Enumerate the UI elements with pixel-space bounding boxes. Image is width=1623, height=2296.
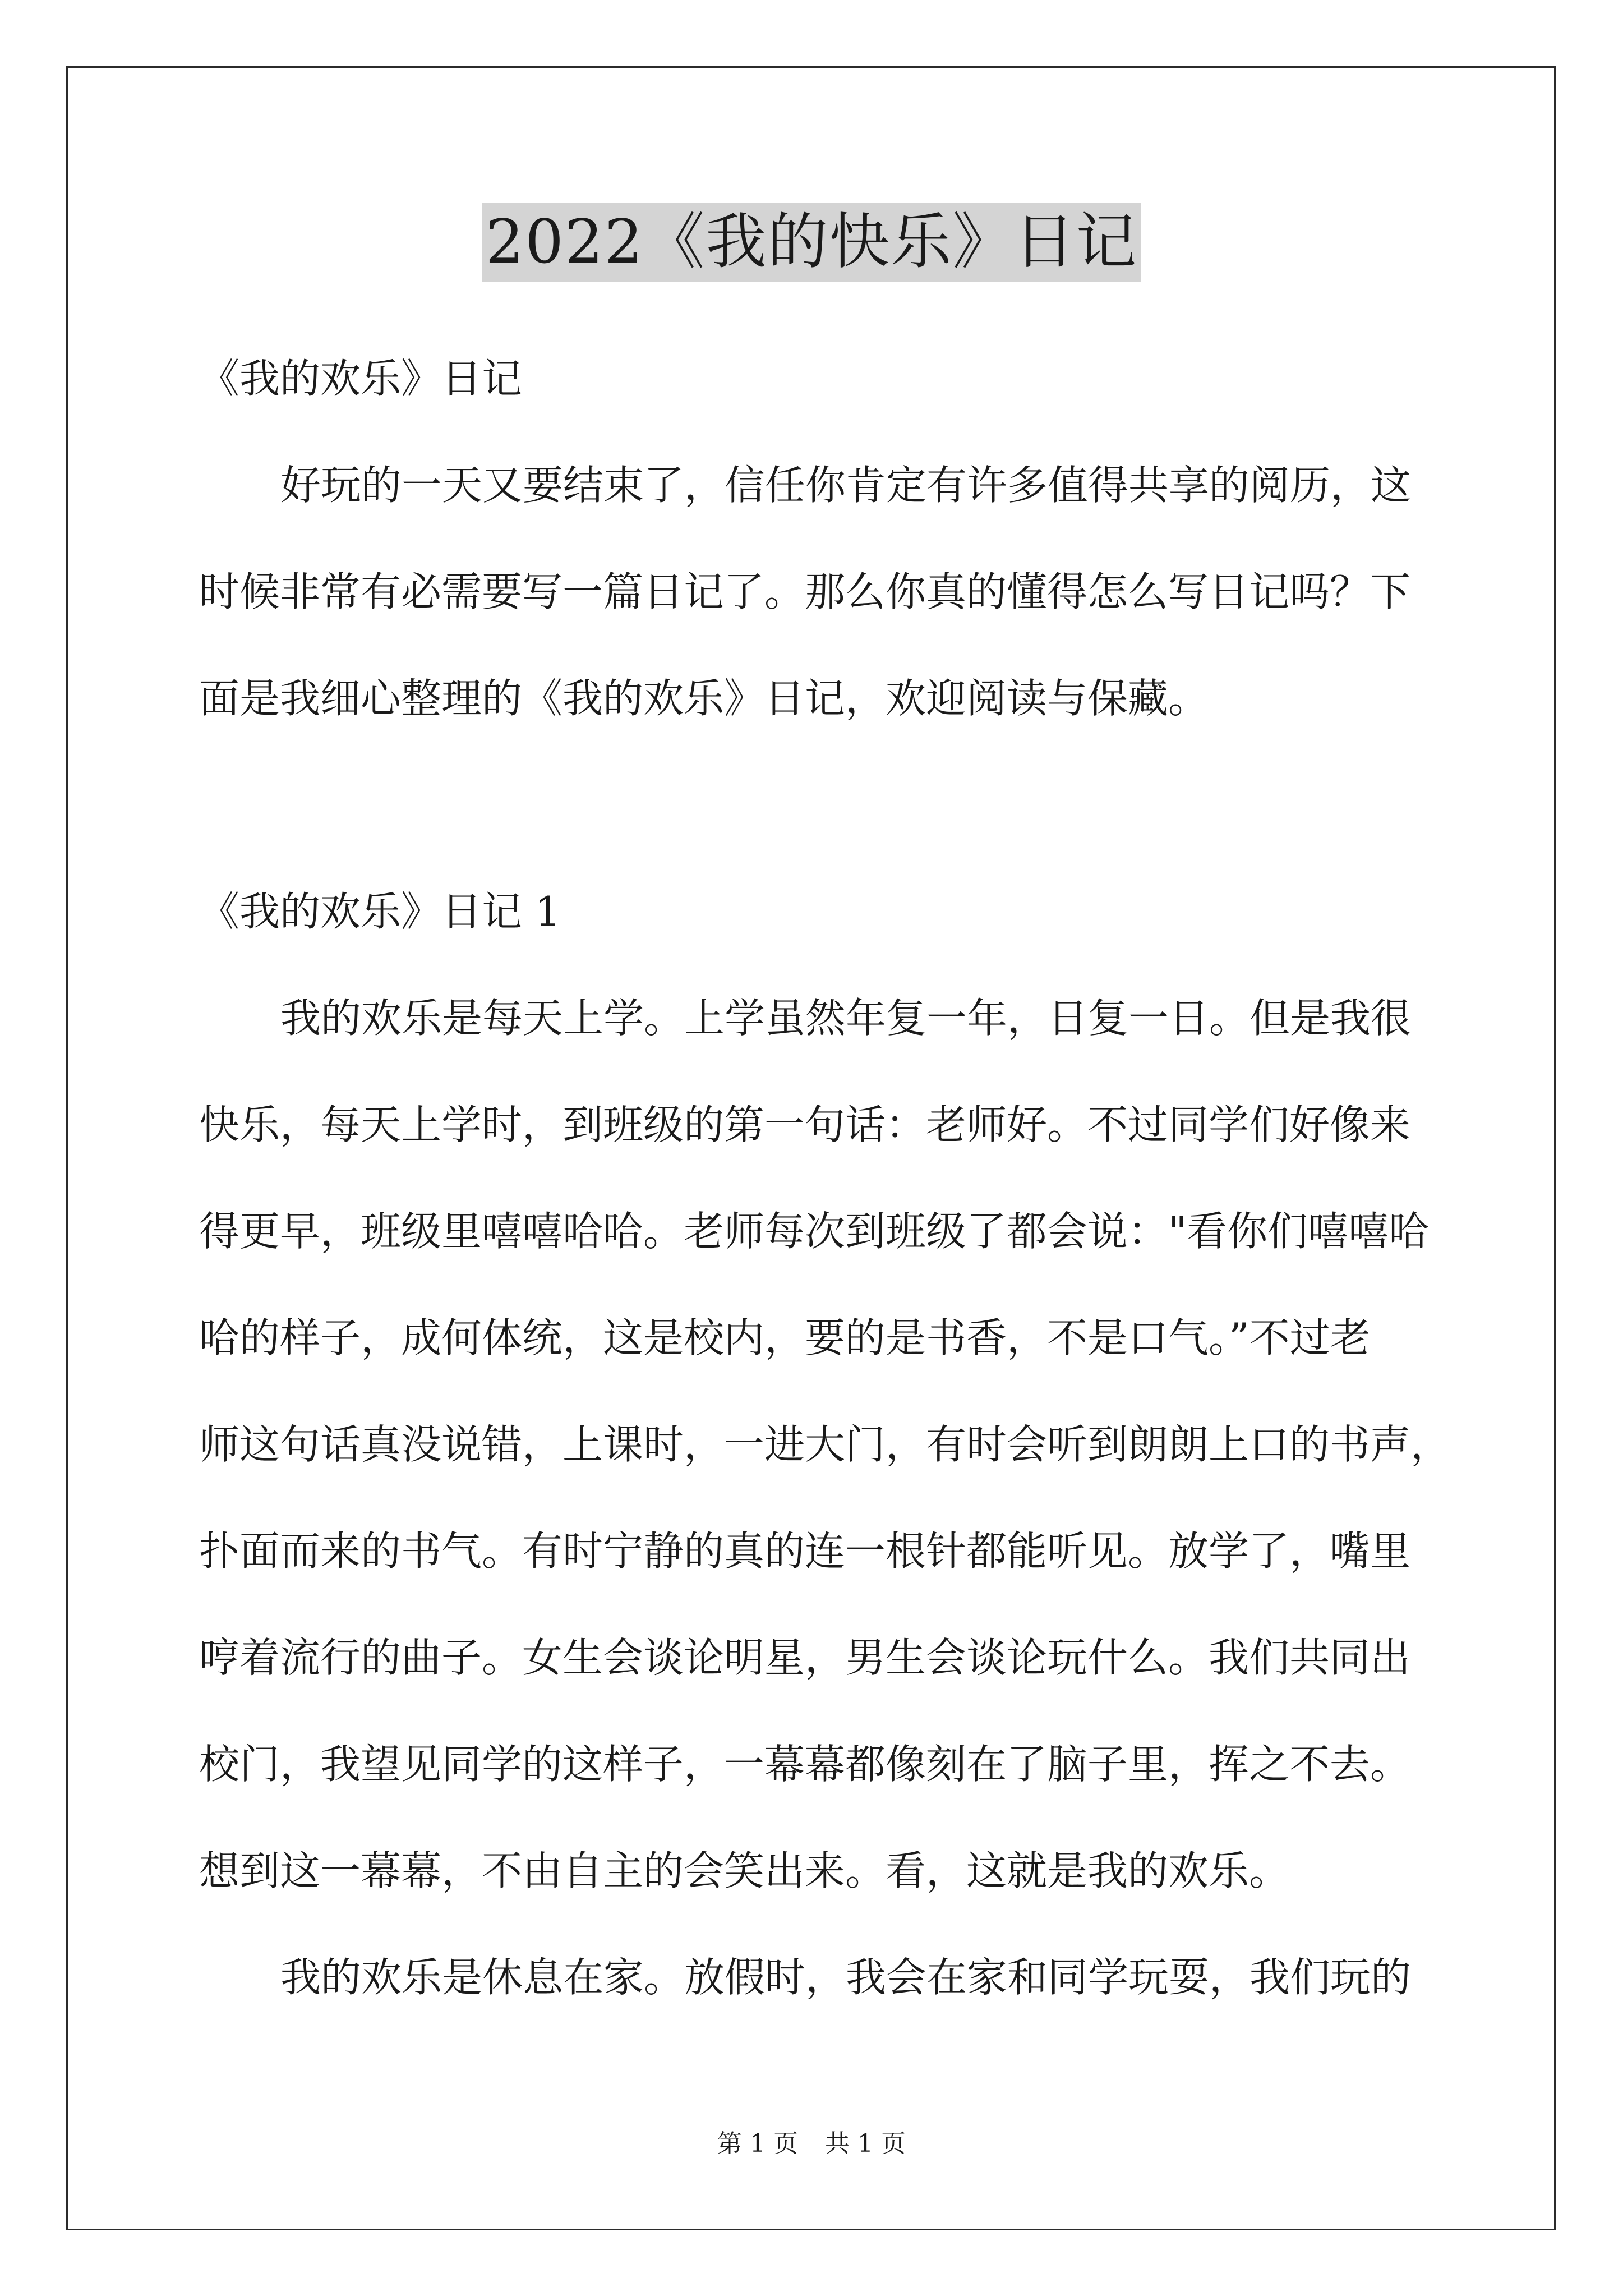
paragraph-1-line-8: 校门，我望见同学的这样子，一幕幕都像刻在了脑子里，挥之不去。 — [199, 1741, 1411, 1788]
paragraph-1-line-5: 师这句话真没说错，上课时，一进大门，有时会听到朗朗上口的书声， — [199, 1421, 1451, 1468]
paragraph-1-line-7: 哼着流行的曲子。女生会谈论明星，男生会谈论玩什么。我们共同出 — [199, 1634, 1411, 1681]
intro-line-1: 好玩的一天又要结束了，信任你肯定有许多值得共享的阅历，这 — [280, 462, 1412, 509]
paragraph-1-line-9: 想到这一幕幕，不由自主的会笑出来。看，这就是我的欢乐。 — [199, 1847, 1290, 1894]
paragraph-1-line-1: 我的欢乐是每天上学。上学虽然年复一年，日复一日。但是我很 — [280, 995, 1412, 1042]
paragraph-1-line-4: 哈的样子，成何体统，这是校内，要的是书香，不是口气。”不过老 — [199, 1314, 1371, 1361]
intro-line-2: 时候非常有必需要写一篇日记了。那么你真的懂得怎么写日记吗？下 — [199, 568, 1411, 615]
document-title: 2022《我的快乐》日记 — [482, 203, 1141, 282]
paragraph-1-line-6: 扑面而来的书气。有时宁静的真的连一根针都能听见。放学了，嘴里 — [199, 1527, 1411, 1575]
paragraph-1-line-2: 快乐，每天上学时，到班级的第一句话：老师好。不过同学们好像来 — [199, 1101, 1411, 1148]
paragraph-1-line-3: 得更早，班级里嘻嘻哈哈。老师每次到班级了都会说："看你们嘻嘻哈 — [199, 1208, 1430, 1255]
page-footer — [0, 2127, 1623, 2161]
intro-line-3: 面是我细心整理的《我的欢乐》日记，欢迎阅读与保藏。 — [199, 675, 1209, 722]
paragraph-2-line-1: 我的欢乐是休息在家。放假时，我会在家和同学玩耍，我们玩的 — [280, 1954, 1412, 2001]
title-block — [0, 203, 1623, 282]
page-total: 共 1 页 — [825, 2129, 906, 2158]
page-number: 第 1 页 — [717, 2129, 798, 2158]
section-heading: 《我的欢乐》日记 1 — [199, 888, 561, 935]
document-subtitle: 《我的欢乐》日记 — [199, 355, 523, 402]
